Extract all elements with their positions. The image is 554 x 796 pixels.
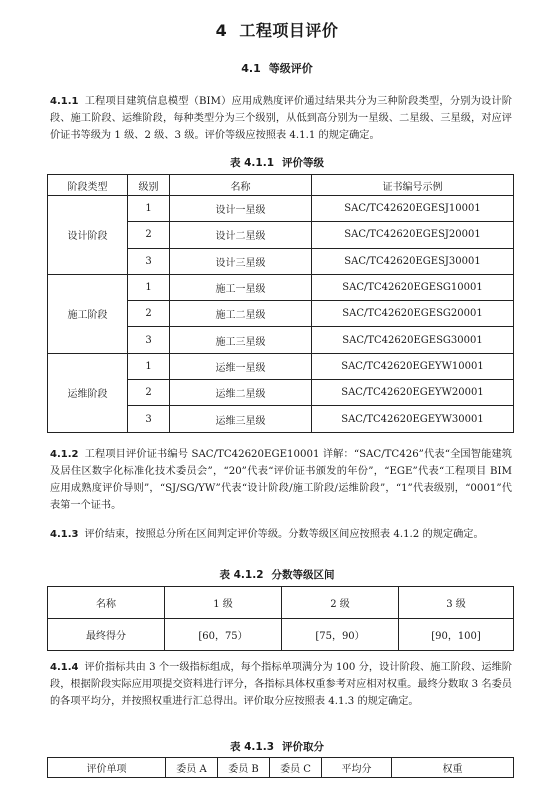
header-stage: 阶段类型 [48, 175, 128, 196]
header-name: 名称 [170, 175, 312, 196]
header-member-c: 委员 C [270, 758, 322, 778]
table-caption-number: 表 4.1.2 [219, 569, 264, 581]
clause-number: 4.1.3 [50, 529, 79, 540]
clause-text: 评价结束，按照总分所在区间判定评价等级。分数等级区间应按照表 4.1.2 的规定确定。 [84, 529, 484, 540]
table-header-row [48, 175, 514, 196]
scoring-table [47, 757, 514, 778]
table-caption-number: 表 4.1.1 [229, 157, 275, 169]
clause-4-1-4 [50, 659, 512, 710]
code-cell: SAC/TC42620EGESG10001 [312, 274, 514, 300]
header-average: 平均分 [322, 758, 392, 778]
table-row [48, 274, 514, 300]
level-cell: 1 [128, 196, 170, 222]
grade-table [47, 174, 514, 433]
table-caption-title: 评价等级 [282, 157, 325, 169]
level-cell: 2 [128, 380, 170, 406]
range-cell: [60，75） [165, 619, 282, 651]
name-cell: 设计一星级 [170, 196, 312, 222]
table-row [48, 196, 514, 222]
section-heading [0, 60, 554, 76]
stage-cell: 运维阶段 [48, 353, 128, 432]
clause-number: 4.1.4 [50, 662, 79, 673]
section-number: 4.1 [241, 62, 261, 75]
level-cell: 1 [128, 353, 170, 379]
range-cell: [75，90） [282, 619, 399, 651]
clause-4-1-2 [50, 446, 512, 514]
stage-cell: 施工阶段 [48, 274, 128, 353]
table-row [48, 619, 514, 651]
header-level: 级别 [128, 175, 170, 196]
chapter-number: 4 [215, 21, 228, 40]
level-cell: 1 [128, 274, 170, 300]
table-row [48, 353, 514, 379]
header-cert-code: 证书编号示例 [312, 175, 514, 196]
name-cell: 施工一星级 [170, 274, 312, 300]
name-cell: 运维三星级 [170, 406, 312, 432]
table-header-row [48, 587, 514, 619]
level-cell: 2 [128, 301, 170, 327]
table-caption-number: 表 4.1.3 [229, 741, 275, 753]
code-cell: SAC/TC42620EGESG30001 [312, 327, 514, 353]
code-cell: SAC/TC42620EGESG20001 [312, 301, 514, 327]
clause-4-1-3 [50, 526, 512, 543]
level-cell: 3 [128, 406, 170, 432]
chapter-title: 工程项目评价 [239, 21, 339, 40]
header-weight: 权重 [392, 758, 514, 778]
table-4-1-3-caption [0, 739, 554, 754]
header-level-3: 3 级 [399, 587, 514, 619]
name-cell: 设计二星级 [170, 222, 312, 248]
header-level-2: 2 级 [282, 587, 399, 619]
stage-cell: 设计阶段 [48, 196, 128, 275]
code-cell: SAC/TC42620EGESJ10001 [312, 196, 514, 222]
clause-text: 评价指标共由 3 个一级指标组成，每个指标单项满分为 100 分，设计阶段、施工阶段、运维阶段，根据阶段实际应用项提交资料进行评分，各指标具体权重参考对应相对权重。最终分数取 3 名委员的各项平均分，并按照权重进行汇总得出。评价取分应按照表 4.1.3 的规定确定。 [50, 662, 512, 707]
code-cell: SAC/TC42620EGESJ30001 [312, 248, 514, 274]
code-cell: SAC/TC42620EGEYW30001 [312, 406, 514, 432]
chapter-heading [0, 18, 554, 41]
clause-text: 工程项目评价证书编号 SAC/TC42620EGE10001 详解：“SAC/TC426”代表“全国智能建筑及居住区数字化标准化技术委员会”，“20”代表“评价证书颁发的年份”，“EGE”代表“工程项目 BIM 应用成熟度评价导则”，“SJ/SG/YW”代表“设计阶段/施工阶段/运维阶段”，“1”代表级别，“0001”代表第一个证书。 [50, 449, 512, 511]
name-cell: 运维一星级 [170, 353, 312, 379]
level-cell: 3 [128, 327, 170, 353]
table-4-1-2-caption [0, 567, 554, 582]
name-cell: 施工二星级 [170, 301, 312, 327]
header-item: 评价单项 [48, 758, 166, 778]
clause-number: 4.1.1 [50, 96, 79, 107]
header-level-1: 1 级 [165, 587, 282, 619]
header-name: 名称 [48, 587, 165, 619]
section-title: 等级评价 [268, 62, 313, 75]
clause-number: 4.1.2 [50, 449, 79, 460]
clause-4-1-1 [50, 93, 512, 144]
code-cell: SAC/TC42620EGEYW10001 [312, 353, 514, 379]
level-cell: 3 [128, 248, 170, 274]
name-cell: 运维二星级 [170, 380, 312, 406]
code-cell: SAC/TC42620EGESJ20001 [312, 222, 514, 248]
table-header-row [48, 758, 514, 778]
score-range-table [47, 586, 514, 651]
table-caption-title: 评价取分 [282, 741, 325, 753]
level-cell: 2 [128, 222, 170, 248]
range-cell: [90，100] [399, 619, 514, 651]
header-member-b: 委员 B [218, 758, 270, 778]
code-cell: SAC/TC42620EGEYW20001 [312, 380, 514, 406]
row-label-cell: 最终得分 [48, 619, 165, 651]
header-member-a: 委员 A [166, 758, 218, 778]
name-cell: 设计三星级 [170, 248, 312, 274]
table-caption-title: 分数等级区间 [271, 569, 335, 581]
table-4-1-1-caption [0, 155, 554, 170]
name-cell: 施工三星级 [170, 327, 312, 353]
clause-text: 工程项目建筑信息模型（BIM）应用成熟度评价通过结果共分为三种阶段类型，分别为设计阶段、施工阶段、运维阶段，每种类型分为三个级别，从低到高分别为一星级、二星级、三星级，对应评价证书等级为 1 级、2 级、3 级。评价等级应按照表 4.1.1 的规定确定。 [50, 96, 512, 141]
